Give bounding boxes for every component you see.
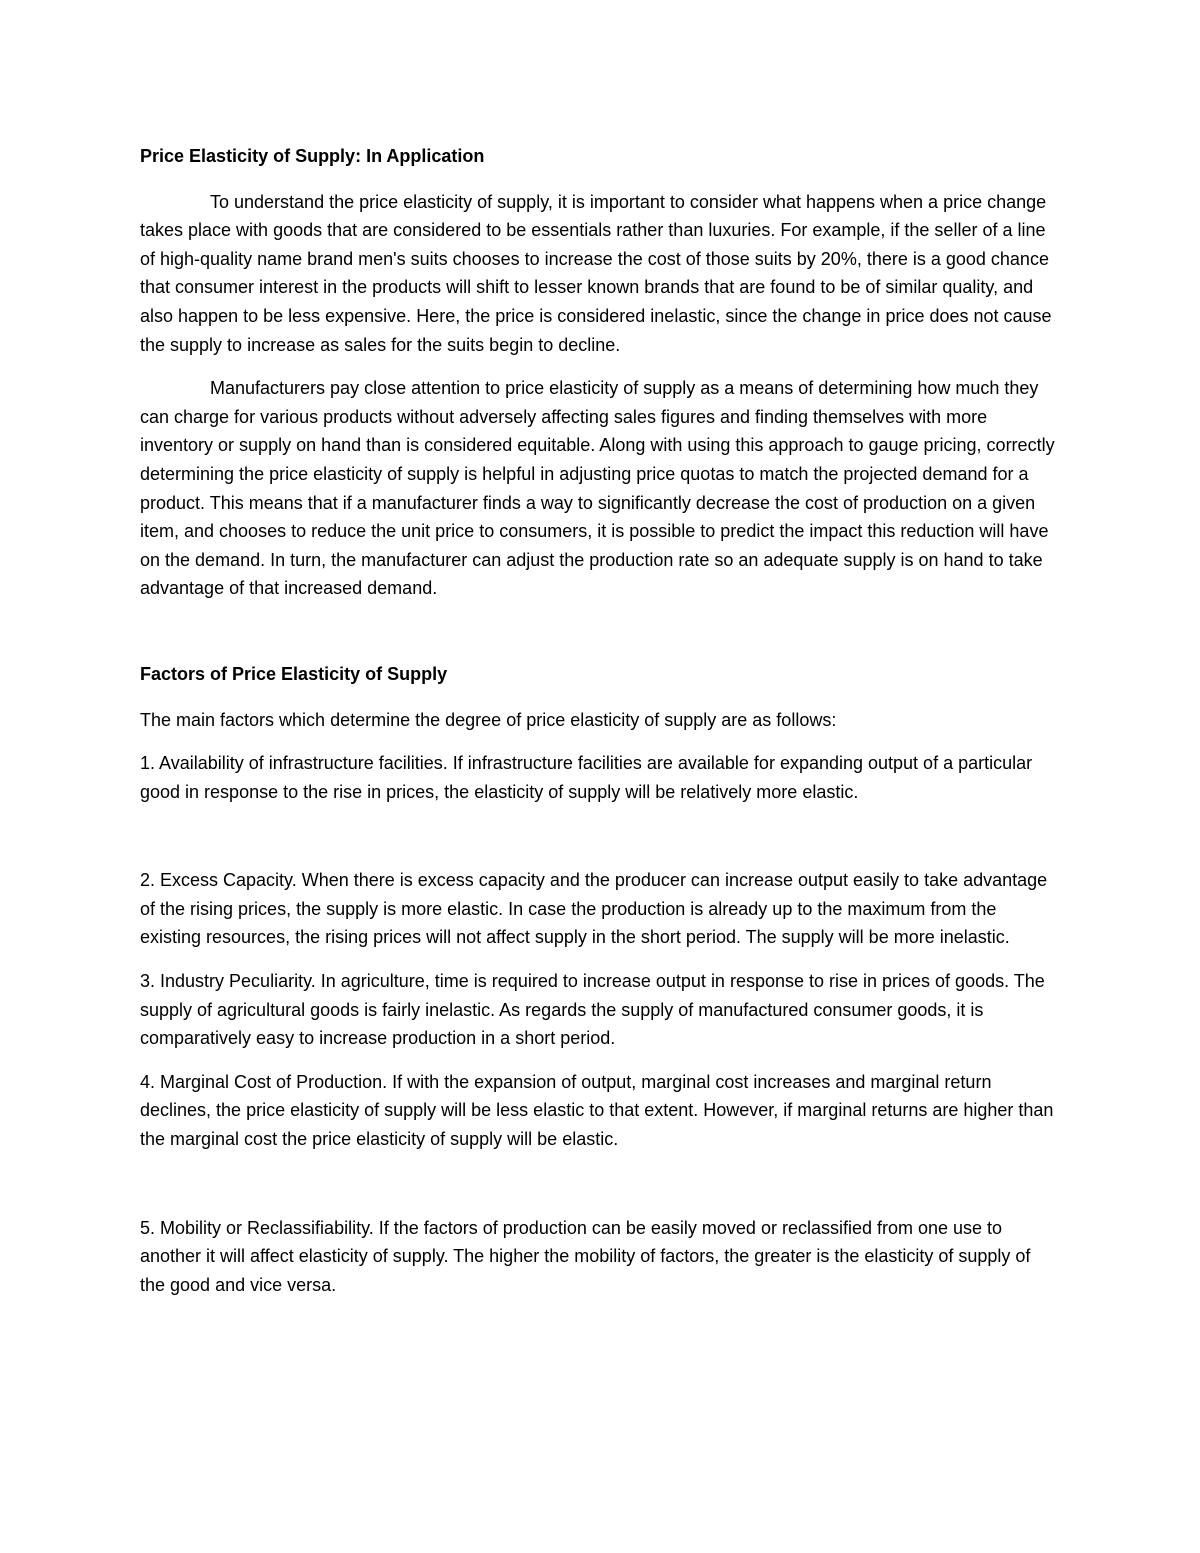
paragraph-application-1: To understand the price elasticity of supply, it is important to consider what happens when a price change takes place with goods that are considered to be essentials rather than luxuries. For example, if the seller of a line of high-quality name brand men's suits chooses to increase the cost of those suits by 20%, there is a good chance that consumer interest in the products will shift to lesser known brands that are found to be of similar quality, and also happen to be less expensive. Here, the price is considered inelastic, since the change in price does not cause the supply to increase as sales for the suits begin to decline. (140, 191, 1052, 355)
factor-item-excess-capacity: 2. Excess Capacity. When there is excess capacity and the producer can increase output easily to take advantage of the rising prices, the supply is more elastic. In case the production is already up to the maximum from the existing resources, the rising prices will not affect supply in the short period. The supply will be more inelastic. (140, 870, 1048, 948)
section-heading-factors: Factors of Price Elasticity of Supply (140, 663, 448, 684)
document-page (140, 140, 1060, 1299)
factors-intro: The main factors which determine the degree of price elasticity of supply are as follows: (140, 709, 837, 730)
factor-item-mobility: 5. Mobility or Reclassifiability. If the factors of production can be easily moved or reclassified from one use to another it will affect elasticity of supply. The higher the mobility of factors, the greater is the elasticity of supply of the good and vice versa. (140, 1217, 1031, 1295)
factor-item-infrastructure: 1. Availability of infrastructure facilities. If infrastructure facilities are available for expanding output of a particular good in response to the rise in prices, the elasticity of supply will be relatively more elastic. (140, 753, 1033, 802)
factor-item-industry-peculiarity: 3. Industry Peculiarity. In agriculture, time is required to increase output in response to rise in prices of goods. The supply of agricultural goods is fairly inelastic. As regards the supply of manufactured consumer goods, it is comparatively easy to increase production in a short period. (140, 971, 1045, 1049)
section-heading-application: Price Elasticity of Supply: In Application (140, 146, 485, 166)
factor-item-marginal-cost: 4. Marginal Cost of Production. If with the expansion of output, marginal cost increases and marginal return declines, the price elasticity of supply will be less elastic to that extent. However, if marginal returns are higher than the marginal cost the price elasticity of supply will be elastic. (140, 1071, 1054, 1150)
paragraph-application-2: Manufacturers pay close attention to price elasticity of supply as a means of determining how much they can charge for various products without adversely affecting sales figures and finding themselves with more inventory or supply on hand than is considered equitable. Along with using this approach to gauge pricing, correctly determining the price elasticity of supply is helpful in adjusting price quotas to match the projected demand for a product. This means that if a manufacturer finds a way to significantly decrease the cost of production on a given item, and chooses to reduce the unit price to consumers, it is possible to predict the impact this reduction will have on the demand. In turn, the manufacturer can adjust the production rate so an adequate supply is on hand to take advantage of that increased demand. (140, 378, 1055, 599)
